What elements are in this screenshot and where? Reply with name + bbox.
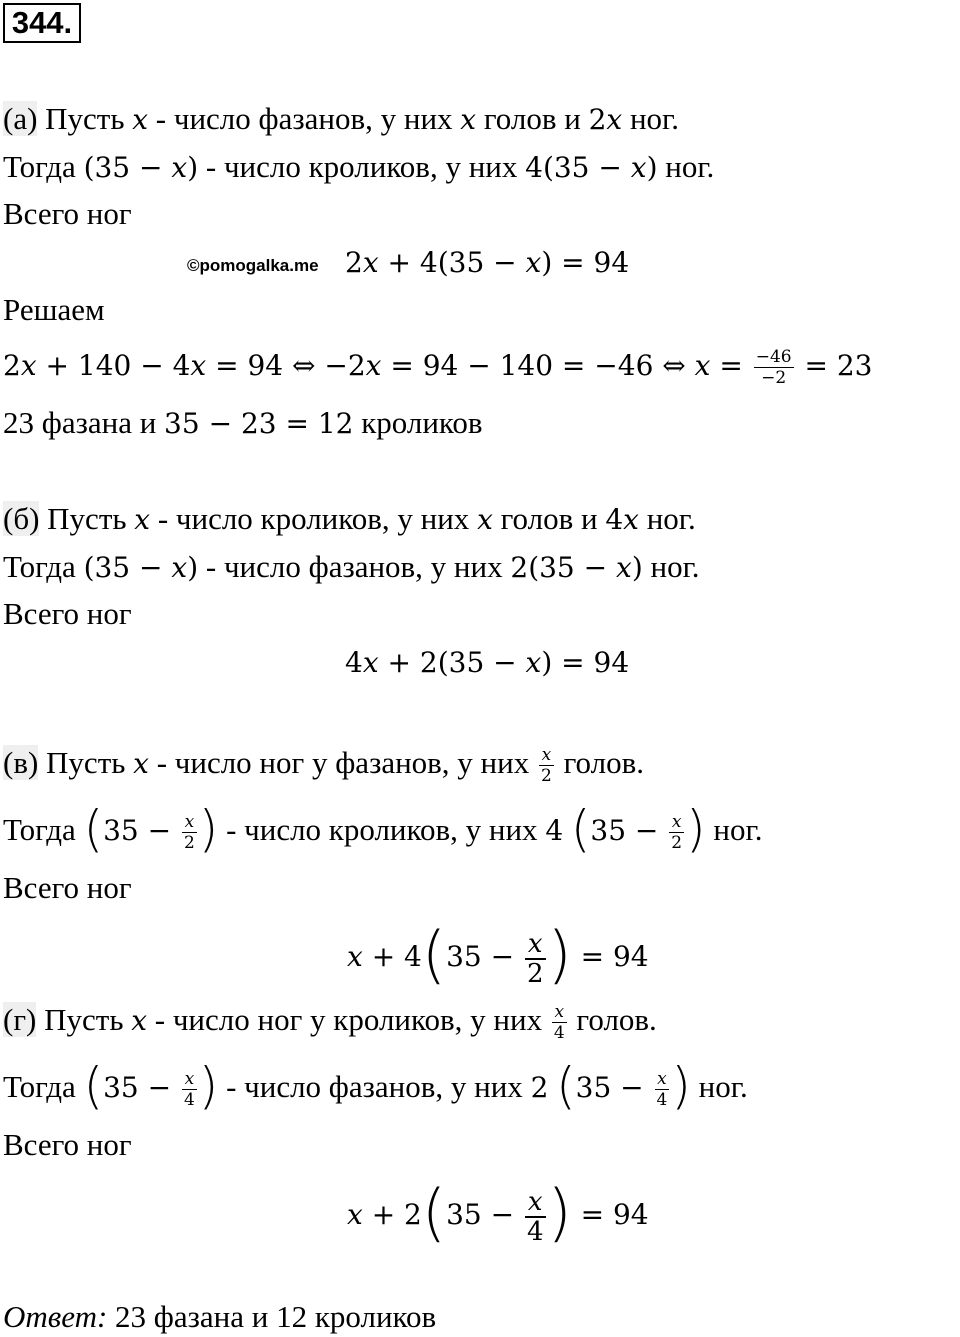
part-v-line-2	[3, 799, 763, 858]
math: 4	[345, 646, 363, 679]
math: 35 −	[446, 1198, 523, 1232]
left-paren: (	[83, 1056, 104, 1115]
math: 35 − 23 = 12	[164, 407, 354, 440]
text: - число фазанов, у них	[198, 549, 511, 584]
var-x: x	[171, 551, 188, 584]
text: - число кроликов, у них	[198, 149, 526, 184]
math: 35 −	[103, 1071, 180, 1104]
part-v-total: Всего ног	[3, 870, 132, 905]
math: 2	[588, 103, 607, 136]
var-x: x	[131, 1004, 148, 1037]
math: = 23	[795, 349, 873, 382]
math: 35 −	[103, 814, 180, 847]
left-paren: (	[556, 1056, 576, 1115]
var-x: x	[365, 349, 382, 382]
fraction-denominator: −2	[761, 368, 787, 389]
math: 35 −	[590, 814, 668, 847]
var-x: x	[171, 151, 188, 184]
part-g-label: (г)	[3, 1002, 37, 1037]
part-v-line-1	[3, 743, 644, 786]
part-g-equation	[347, 1176, 649, 1249]
text: ног.	[690, 1069, 748, 1104]
math: 35 −	[446, 940, 523, 974]
math: + 140 − 4	[36, 349, 191, 382]
math: 4	[605, 503, 624, 536]
fraction-denominator: 2	[540, 766, 552, 787]
part-g-line-2	[3, 1056, 748, 1115]
fraction-denominator: 4	[183, 1090, 195, 1111]
part-v-equation	[347, 918, 649, 991]
fraction-denominator: 2	[183, 833, 195, 854]
fraction-numerator: x	[655, 1069, 670, 1090]
fraction	[754, 347, 794, 388]
math: 2	[3, 349, 21, 382]
math: )	[187, 151, 199, 184]
fraction-numerator: x	[182, 1069, 197, 1090]
math: 2(35 −	[510, 551, 617, 584]
text: 23 фазана и	[3, 405, 165, 440]
math: 2	[345, 246, 363, 279]
math: ) = 94	[541, 246, 630, 279]
text: - число ног у кроликов, у них	[147, 1002, 550, 1037]
text: кроликов	[353, 405, 483, 440]
math: )	[646, 151, 658, 184]
fraction-denominator: 4	[656, 1090, 668, 1111]
text: - число кроликов, у них	[218, 812, 546, 847]
part-a-result	[3, 403, 483, 444]
fraction	[552, 1002, 567, 1043]
math: )	[187, 551, 199, 584]
math: 35 −	[575, 1071, 653, 1104]
var-x: x	[630, 151, 647, 184]
right-paren: )	[198, 799, 219, 858]
var-x: x	[190, 349, 207, 382]
math: 4	[545, 814, 564, 847]
fraction-numerator: x	[525, 1188, 546, 1218]
right-paren: )	[686, 799, 706, 858]
text: голов и	[492, 501, 606, 536]
fraction	[182, 1069, 197, 1110]
math: + 4(35 −	[378, 246, 526, 279]
text: Пусть	[38, 745, 134, 780]
fraction	[655, 1069, 670, 1110]
part-a-line-1	[3, 99, 679, 140]
part-a-line-2	[3, 147, 714, 188]
text: ног.	[657, 149, 715, 184]
math: = 94 − 140 = −46 ⇔	[381, 349, 695, 382]
part-b-equation	[345, 642, 629, 683]
var-x: x	[460, 103, 477, 136]
text: Пусть	[36, 1002, 132, 1037]
var-x: x	[616, 551, 632, 584]
text: Тогда	[3, 149, 84, 184]
part-b-total: Всего ног	[3, 596, 132, 631]
var-x: x	[477, 503, 493, 536]
fraction-denominator: 2	[671, 833, 683, 854]
fraction-numerator: x	[552, 1002, 567, 1023]
left-paren: (	[83, 799, 104, 858]
fraction	[539, 745, 554, 786]
part-a-equation	[345, 242, 629, 283]
math: )	[631, 551, 643, 584]
right-paren: )	[547, 918, 572, 991]
var-x: x	[623, 503, 639, 536]
text: Тогда	[3, 549, 84, 584]
fraction-denominator: 2	[526, 959, 544, 989]
text: Пусть	[39, 501, 135, 536]
var-x: x	[132, 103, 149, 136]
text: ног.	[705, 812, 763, 847]
watermark: ©pomogalka.me	[187, 256, 319, 275]
var-x: x	[347, 1198, 363, 1232]
fraction-numerator: x	[525, 930, 546, 960]
text: - число фазанов, у них	[218, 1069, 531, 1104]
text: ног.	[642, 549, 700, 584]
var-x: x	[134, 503, 151, 536]
text: голов.	[555, 745, 644, 780]
left-paren: (	[570, 799, 591, 858]
math: (35 −	[83, 151, 172, 184]
part-v-label: (в)	[3, 745, 39, 780]
fraction	[525, 1188, 546, 1246]
text: Тогда	[3, 812, 84, 847]
fraction-numerator: x	[669, 812, 684, 833]
math: = 94 ⇔ −2	[206, 349, 366, 382]
fraction-numerator: x	[182, 812, 197, 833]
text: - число ног у фазанов, у них	[148, 745, 537, 780]
text: Пусть	[37, 101, 133, 136]
part-g-line-1	[3, 1000, 657, 1043]
fraction-denominator: 4	[526, 1217, 544, 1247]
math: 4(35 −	[525, 151, 631, 184]
var-x: x	[133, 747, 149, 780]
math: (35 −	[83, 551, 172, 584]
answer	[3, 1297, 436, 1337]
text: - число фазанов, у них	[148, 101, 461, 136]
part-a-label: (а)	[3, 101, 38, 136]
var-x: x	[525, 646, 542, 679]
part-b-label: (б)	[3, 501, 40, 536]
var-x: x	[362, 646, 379, 679]
var-x: x	[362, 246, 379, 279]
problem-number: 344.	[3, 3, 81, 43]
fraction-denominator: 4	[553, 1023, 565, 1044]
math: + 2(35 −	[378, 646, 526, 679]
math: =	[710, 349, 752, 382]
fraction-numerator: −46	[755, 347, 792, 368]
part-a-solve	[3, 345, 873, 388]
part-g-total: Всего ног	[3, 1127, 132, 1162]
math: ) = 94	[541, 646, 630, 679]
fraction-numerator: x	[539, 745, 554, 766]
answer-label: Ответ:	[3, 1299, 108, 1334]
var-x: x	[694, 349, 711, 382]
text: ног.	[638, 501, 696, 536]
fraction	[525, 930, 546, 988]
math: = 94	[571, 1198, 649, 1232]
left-paren: (	[421, 1176, 447, 1249]
var-x: x	[525, 246, 542, 279]
part-b-line-1	[3, 499, 696, 540]
fraction	[669, 812, 684, 853]
part-b-line-2	[3, 547, 700, 588]
text: - число кроликов, у них	[150, 501, 478, 536]
math: + 2	[362, 1198, 422, 1232]
var-x: x	[606, 103, 623, 136]
text: Тогда	[3, 1069, 84, 1104]
var-x: x	[347, 940, 363, 974]
text: ног.	[622, 101, 680, 136]
part-a-total: Всего ног	[3, 196, 132, 231]
part-a-solve-label: Решаем	[3, 292, 105, 327]
var-x: x	[20, 349, 37, 382]
right-paren: )	[547, 1176, 572, 1249]
math: = 94	[571, 940, 649, 974]
left-paren: (	[421, 918, 447, 991]
answer-text: 23 фазана и 12 кроликов	[107, 1299, 437, 1334]
right-paren: )	[198, 1056, 219, 1115]
text: голов и	[476, 101, 589, 136]
right-paren: )	[671, 1056, 691, 1115]
text: голов.	[568, 1002, 657, 1037]
math: + 4	[362, 940, 422, 974]
math: 2	[530, 1071, 549, 1104]
fraction	[182, 812, 197, 853]
